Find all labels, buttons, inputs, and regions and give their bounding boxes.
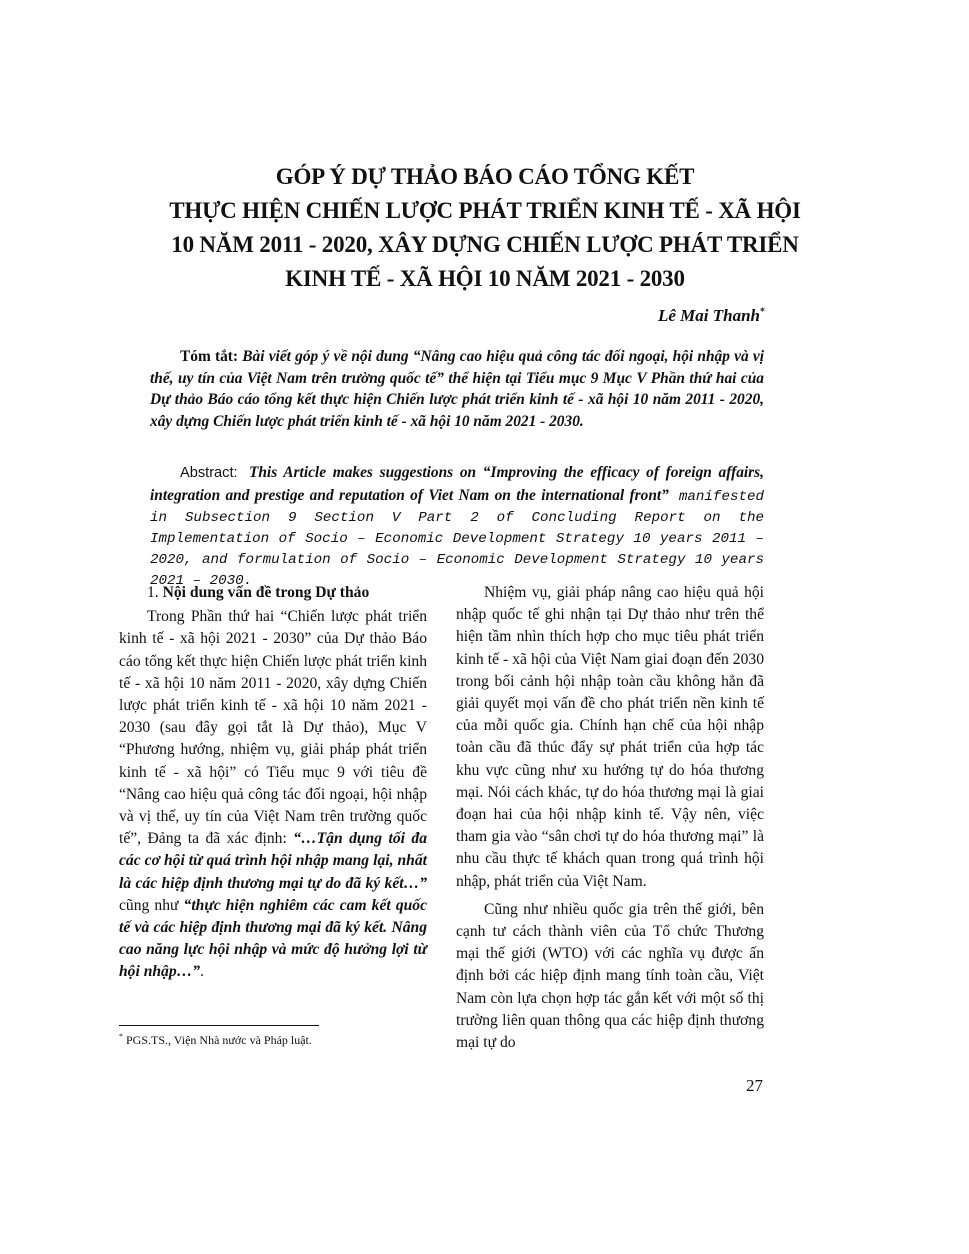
footnote-mark: * bbox=[119, 1032, 123, 1041]
left-column bbox=[119, 582, 427, 984]
footnote bbox=[119, 1032, 312, 1048]
body-paragraph: Cũng như nhiều quốc gia trên thế giới, bên cạnh tư cách thành viên của Tổ chức Thương mại thế giới (WTO) với các nghĩa vụ được ấn định bởi các hiệp định mang tính toàn cầu, Việt Nam còn lựa chọn hợp tác gắn kết với một số thị trường liên quan thông qua các hiệp định thương mại tự do bbox=[456, 900, 764, 1052]
para-text-3: . bbox=[200, 963, 204, 981]
section-title: Nội dung vấn đề trong Dự thảo bbox=[162, 584, 370, 601]
author bbox=[658, 306, 765, 326]
para-text-1: Trong Phần thứ hai “Chiến lược phát triển kinh tế - xã hội 2021 - 2030” của Dự thảo Báo cáo tổng kết thực hiện Chiến lược phát triển kinh tế - xã hội 10 năm 2011 - 2020, xây dựng Chiến lược phát triển kinh tế - xã hội 10 năm 2021 - 2030 (sau đây gọi tắt là Dự thảo), Mục V “Phương hướng, nhiệm vụ, giải pháp phát triển kinh tế - xã hội” có Tiểu mục 9 với tiêu đề “Nâng cao hiệu quả công tác đối ngoại, hội nhập và vị thế, uy tín của Việt Nam trên trường quốc tế”, Đảng ta đã xác định: bbox=[119, 608, 427, 848]
title-line-3: 10 NĂM 2011 - 2020, XÂY DỰNG CHIẾN LƯỢC PHÁT TRIỂN bbox=[171, 232, 799, 257]
body-paragraph bbox=[119, 606, 427, 983]
page-number: 27 bbox=[746, 1076, 763, 1095]
article-title bbox=[100, 160, 870, 296]
footnote-text: PGS.TS., Viện Nhà nước và Pháp luật. bbox=[126, 1033, 312, 1047]
title-line-4: KINH TẾ - XÃ HỘI 10 NĂM 2021 - 2030 bbox=[285, 266, 685, 291]
author-name: Lê Mai Thanh bbox=[657, 306, 760, 325]
quote-2: “thực hiện nghiêm các cam kết quốc tế và các hiệp định thương mại đã ký kết. Nâng cao năng lực hội nhập và mức độ hưởng lợi từ hội nhập…” bbox=[119, 896, 428, 981]
summary-label: Tóm tắt: bbox=[180, 348, 239, 365]
title-line-2: THỰC HIỆN CHIẾN LƯỢC PHÁT TRIỂN KINH TẾ - XÃ HỘI bbox=[169, 198, 801, 223]
section-heading bbox=[119, 582, 427, 604]
section-number: 1. bbox=[147, 584, 159, 601]
footnote-divider bbox=[119, 1025, 319, 1026]
para-text-2: cũng như bbox=[119, 896, 184, 914]
abstract-english bbox=[150, 462, 764, 592]
abstract-label: Abstract: bbox=[180, 465, 238, 481]
abstract-text: manifested in Subsection 9 Section V Part 2 of Concluding Report on the Implementation of Socio – Economic Development Strategy 10 years 2011 – 2020, and formulation of Socio – Economic Development Strategy 10 years 2021 – 2030. bbox=[150, 489, 765, 589]
right-column bbox=[456, 582, 764, 1054]
abstract-bold-text: This Article makes suggestions on “Improving the efficacy of foreign affairs, integration and prestige and reputation of Viet Nam on the international front” bbox=[150, 464, 764, 504]
body-paragraph: Nhiệm vụ, giải pháp nâng cao hiệu quả hội nhập quốc tế ghi nhận tại Dự thảo như trên thể hiện tầm nhìn thích hợp cho mục tiêu phát triển kinh tế - xã hội của Việt Nam giai đoạn đến 2030 trong bối cảnh hội nhập toàn cầu không hẳn đã giải quyết mọi vấn đề cho phát triển nền kinh tế của mỗi quốc gia. Chính hạn chế của hội nhập toàn cầu đã thúc đẩy sự phát triển của hợp tác khu vực cũng như xu hướng tự do hóa thương mại. Nói cách khác, tự do hóa thương mại là giai đoạn hai của hội nhập kinh tế. Vậy nên, việc tham gia vào “sân chơi tự do hóa thương mại” là nhu cầu thực tế khách quan trong quá trình hội nhập, phát triển của Việt Nam. bbox=[456, 584, 764, 890]
title-line-1: GÓP Ý DỰ THẢO BÁO CÁO TỔNG KẾT bbox=[275, 164, 695, 189]
summary-text: Bài viết góp ý về nội dung “Nâng cao hiệu quả công tác đối ngoại, hội nhập và vị thế, uy tín của Việt Nam trên trường quốc tế” thể hiện tại Tiểu mục 9 Mục V Phần thứ hai của Dự thảo Báo cáo tổng kết thực hiện Chiến lược phát triển kinh tế - xã hội 10 năm 2011 - 2020, xây dựng Chiến lược phát triển kinh tế - xã hội 10 năm 2021 - 2030. bbox=[150, 348, 764, 430]
summary-vietnamese bbox=[150, 346, 764, 432]
author-footnote-mark: * bbox=[760, 306, 765, 318]
quote-1: “…Tận dụng tối đa các cơ hội từ quá trình hội nhập mang lại, nhất là các hiệp định thương mại tự do đã ký kết…” bbox=[119, 830, 427, 892]
